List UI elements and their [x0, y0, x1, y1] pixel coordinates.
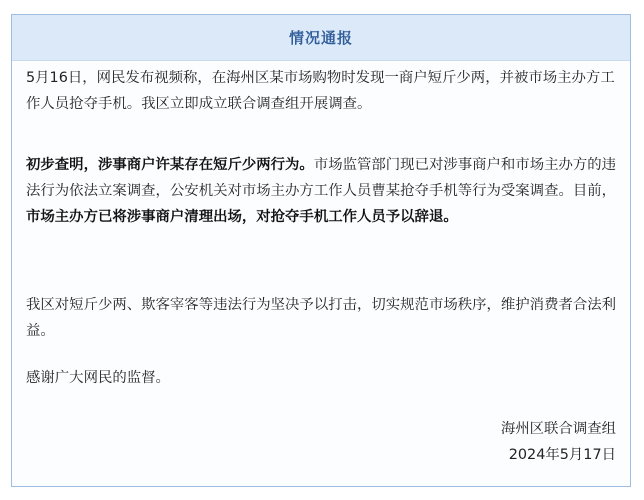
paragraph-commitment	[26, 292, 622, 344]
paragraph-thanks	[26, 365, 622, 391]
signature-date: 2024年5月17日	[508, 447, 616, 463]
title-bar	[12, 15, 630, 61]
findings-bold-lead: 初步查明，涉事商户许某存在短斤少两行为。	[26, 157, 314, 173]
notice-title: 情况通报	[288, 29, 353, 47]
paragraph-incident-text: 5月16日，网民发布视频称，在海州区某市场购物时发现一商户短斤少两，并被市场主办方工作人员抢夺手机。我区立即成立联合调查组开展调查。	[26, 70, 615, 112]
paragraph-thanks-text: 感谢广大网民的监督。	[26, 370, 170, 386]
signature-organization: 海州区联合调查组	[500, 421, 616, 437]
paragraph-commitment-text: 我区对短斤少两、欺客宰客等违法行为坚决予以打击，切实规范市场秩序，维护消费者合法利益。	[26, 297, 617, 339]
findings-bold-outcome: 市场主办方已将涉事商户清理出场，对抢夺手机工作人员予以辞退。	[26, 209, 458, 225]
findings-text: 市场监管部门现已对涉事商户和市场主办方的违法行为依法立案调查，公安机关对市场主办方工作人员曹某抢夺手机等行为受案调查。目前，	[26, 157, 617, 199]
paragraph-incident	[26, 65, 622, 117]
paragraph-findings	[26, 152, 622, 230]
notice-card	[11, 14, 631, 487]
